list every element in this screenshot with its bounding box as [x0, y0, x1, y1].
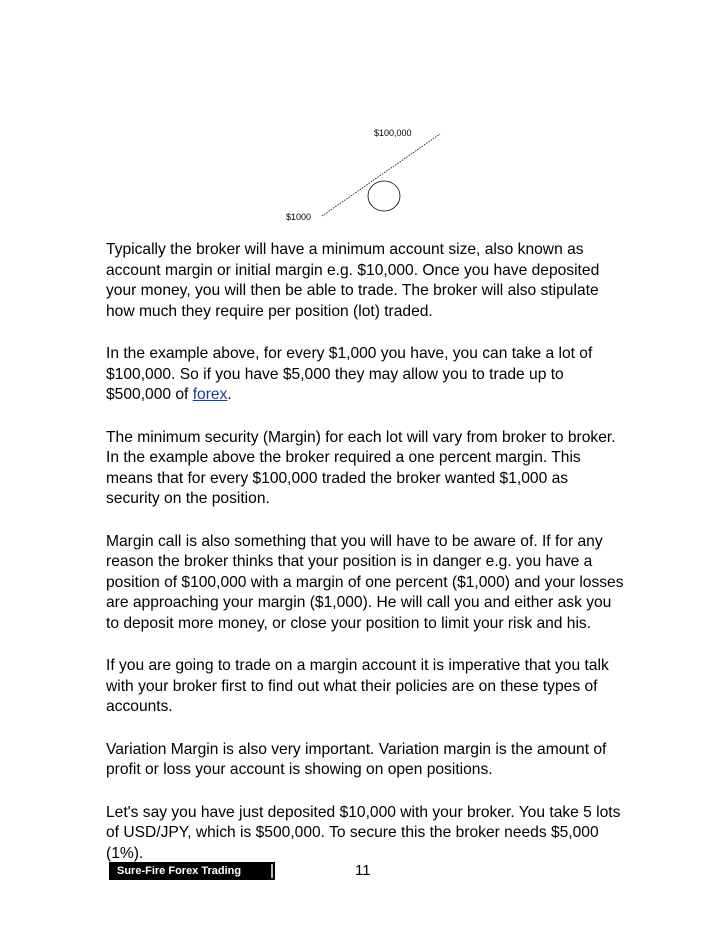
paragraph-text-end: .: [227, 386, 232, 403]
paragraph-with-link: [106, 344, 626, 406]
paragraph: Margin call is also something that you will have to be aware of. If for any reason the broker thinks that your position is in danger e.g. you have a position of $100,000 with a margin of one percent ($1,000) and your losses are approaching your margin ($1,000). He will call you and either ask you to deposit more money, or close your position to limit your risk and his.: [106, 532, 624, 632]
leverage-figure: [270, 122, 450, 232]
figure-bottom-label: $1000: [286, 212, 312, 222]
forex-link[interactable]: forex: [192, 386, 228, 403]
badge-edge: [271, 864, 273, 878]
paragraph: Variation Margin is also very important. Variation margin is the amount of profit or loss your account is showing on open positions.: [106, 740, 607, 778]
paragraph: Typically the broker will have a minimum account size, also known as account margin or initial margin e.g. $10,000. Once you have deposited your money, you will then be able to trade. The broker will also stipulate how much they require per position (lot) traded.: [106, 241, 600, 320]
figure-top-label: $100,000: [374, 128, 412, 138]
body-text: [106, 240, 626, 886]
page-number: 11: [355, 862, 371, 879]
footer-title: Sure-Fire Forex Trading: [117, 865, 242, 877]
leverage-circle: [368, 181, 400, 211]
paragraph-text: In the example above, for every $1,000 you have, you can take a lot of $100,000. So if you have $5,000 they may allow you to trade up to $500,000 of: [106, 345, 593, 403]
paragraph: The minimum security (Margin) for each lot will vary from broker to broker. In the example above the broker required a one percent margin. This means that for every $100,000 traded the broker wanted $1,000 as security on the position.: [106, 428, 616, 507]
paragraph: If you are going to trade on a margin account it is imperative that you talk with your broker first to find out what their policies are on these types of accounts.: [106, 657, 609, 715]
paragraph: Let's say you have just deposited $10,000 with your broker. You take 5 lots of USD/JPY, which is $500,000. To secure this the broker needs $5,000 (1%).: [106, 803, 621, 862]
footer-title-badge: [109, 862, 275, 880]
leverage-line: [322, 134, 440, 216]
